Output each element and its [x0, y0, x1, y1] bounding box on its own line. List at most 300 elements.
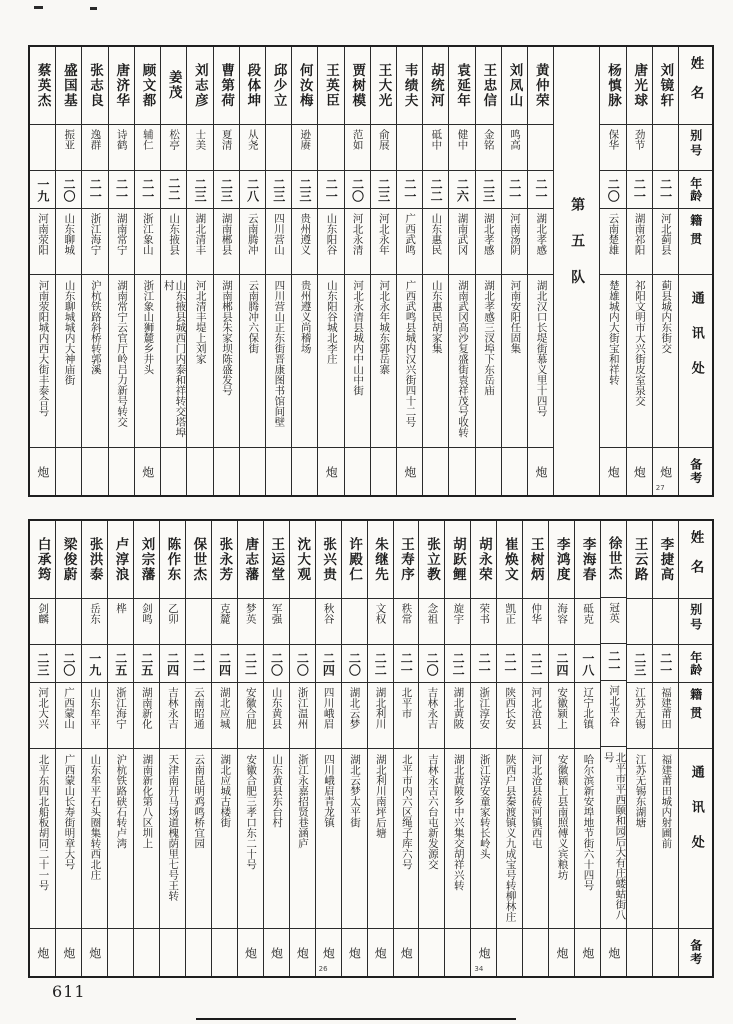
- native-cell: [368, 683, 393, 749]
- person-column: [213, 47, 239, 495]
- page-number: 611: [52, 982, 86, 1001]
- age-cell: [264, 645, 289, 683]
- address-text: 北平东四北船板胡同二十一号: [37, 754, 50, 891]
- age-cell: [318, 171, 343, 209]
- remark-cell: [56, 448, 81, 495]
- alias-cell: [549, 599, 574, 645]
- address-text: 楚雄城内大街宝和祥转: [607, 280, 620, 385]
- remark-cell: [397, 448, 422, 495]
- remark-note: 26: [318, 965, 328, 973]
- native-text: 湖南祁阳: [633, 213, 646, 255]
- scan-artifact-line: [196, 1018, 516, 1020]
- age-text: 二三: [376, 177, 391, 202]
- age-text: 二四: [321, 651, 336, 676]
- address-cell: [238, 749, 263, 929]
- native-cell: [186, 683, 211, 749]
- age-cell: [523, 645, 548, 683]
- address-cell: [575, 749, 600, 929]
- alias-text: 冠英: [608, 602, 621, 624]
- name-cell: [342, 521, 367, 599]
- person-column: [265, 47, 291, 495]
- age-cell: [653, 171, 678, 209]
- remark-cell: [238, 929, 263, 976]
- alias-text: 剑鸣: [140, 603, 153, 624]
- native-cell: [82, 683, 107, 749]
- alias-cell: [653, 599, 678, 645]
- native-cell: [528, 209, 553, 275]
- remark-text: 炮: [243, 946, 258, 959]
- name-cell: [423, 47, 448, 125]
- person-column: [237, 521, 263, 976]
- remark-cell: [368, 929, 393, 976]
- person-column: [341, 521, 367, 976]
- age-cell: [449, 171, 474, 209]
- alias-text: 范如: [351, 129, 364, 150]
- native-cell: [82, 209, 107, 275]
- person-column: [599, 47, 625, 495]
- remark-cell: [108, 929, 133, 976]
- alias-cell: [445, 599, 470, 645]
- age-text: 二四: [217, 651, 232, 676]
- address-text: 沪杭铁路斜桥转郭溪: [89, 280, 102, 375]
- address-text: 浙江淳安童家转长岭头: [478, 754, 491, 859]
- native-cell: [240, 209, 265, 275]
- remark-cell: [187, 448, 212, 495]
- name-text: 胡跃鲤: [449, 536, 466, 583]
- native-text: 福建莆田: [659, 687, 672, 729]
- address-text: 湖南郴县朱家坝陈盛发号: [220, 280, 233, 396]
- age-cell: [108, 645, 133, 683]
- name-text: 刘志彦: [191, 62, 208, 109]
- person-column: [160, 47, 186, 495]
- address-text: 湖北孝感三汊埠下东岳庙: [483, 280, 496, 396]
- native-text: 浙江淳安: [478, 687, 491, 729]
- address-cell: [476, 275, 501, 448]
- name-text: 白承筠: [34, 536, 51, 583]
- native-cell: [627, 683, 652, 749]
- person-column: [652, 521, 678, 976]
- name-cell: [135, 47, 160, 125]
- name-text: 刘镜轩: [657, 62, 674, 109]
- address-text: 河南荥阳城内西大街丰泰合号: [37, 280, 50, 417]
- person-column: [548, 521, 574, 976]
- person-column: [527, 47, 553, 495]
- address-cell: [371, 275, 396, 448]
- remark-cell: [30, 929, 55, 976]
- address-cell: [528, 275, 553, 448]
- native-text: 山东牟平: [89, 687, 101, 729]
- name-cell: [240, 47, 265, 125]
- address-text: 湖北应城古楼街: [219, 754, 232, 828]
- address-cell: [240, 275, 265, 448]
- name-text: 唐志藩: [242, 536, 259, 583]
- name-cell: [318, 47, 343, 125]
- name-cell: [476, 47, 501, 125]
- person-column: [522, 521, 548, 976]
- name-text: 杨慎脉: [604, 62, 621, 109]
- native-text: 籍贯: [688, 214, 703, 252]
- name-text: 王大光: [375, 62, 392, 109]
- age-text: 二二: [166, 177, 181, 202]
- name-cell: [394, 521, 419, 599]
- name-text: 李鸿度: [553, 536, 570, 583]
- age-cell: [160, 645, 185, 683]
- native-cell: [371, 209, 396, 275]
- remark-text: 炮: [533, 465, 548, 478]
- remark-cell: [600, 448, 625, 495]
- name-text: 袁延年: [454, 62, 471, 109]
- native-cell: [600, 209, 625, 275]
- age-text: 二〇: [347, 651, 362, 676]
- address-text: 吉林永吉六台屯新发源交: [426, 754, 439, 870]
- column-headers: [678, 521, 712, 976]
- person-column: [652, 47, 678, 495]
- name-cell: [82, 521, 107, 599]
- native-text: 云南楚雄: [607, 213, 620, 255]
- remark-cell: [292, 448, 317, 495]
- age-text: 二一: [324, 177, 339, 202]
- address-cell: [290, 749, 315, 929]
- alias-text: 保华: [607, 129, 620, 150]
- age-text: 二〇: [425, 651, 440, 676]
- person-column: [159, 521, 185, 976]
- age-text: 二八: [245, 177, 260, 202]
- name-text: 朱继先: [372, 536, 389, 583]
- name-cell: [368, 521, 393, 599]
- person-column: [448, 47, 474, 495]
- age-text: 二一: [658, 651, 673, 676]
- remark-text: 炮: [477, 946, 492, 959]
- address-cell: [368, 749, 393, 929]
- address-cell: [161, 275, 186, 449]
- age-cell: [109, 171, 134, 209]
- native-text: 湖南武冈: [456, 213, 469, 255]
- native-cell: [575, 683, 600, 749]
- name-cell: [56, 521, 81, 599]
- name-text: 李海春: [579, 536, 596, 583]
- native-text: 贵州遵义: [299, 213, 312, 255]
- native-text: 湖北孝感: [535, 213, 548, 255]
- person-column: [185, 521, 211, 976]
- remark-text: 炮: [399, 946, 414, 959]
- remark-text: 炮: [35, 465, 50, 478]
- alias-text: 金铭: [482, 129, 495, 150]
- address-cell: [212, 749, 237, 929]
- alias-text: 别号: [688, 129, 703, 159]
- name-text: 张志良: [87, 62, 104, 109]
- remark-cell: [134, 929, 159, 976]
- alias-cell: [476, 125, 501, 171]
- alias-cell: [187, 125, 212, 171]
- age-cell: [419, 645, 444, 683]
- alias-cell: [160, 599, 185, 645]
- address-cell: [318, 275, 343, 448]
- address-text: 湖北黄陂乡中兴集交胡祥兴转: [452, 754, 465, 891]
- name-cell: [679, 521, 712, 599]
- name-text: 邱少立: [270, 62, 287, 109]
- address-cell: [397, 275, 422, 448]
- alias-text: 桦: [114, 603, 127, 614]
- name-cell: [419, 521, 444, 599]
- name-text: 胡永荣: [475, 536, 492, 583]
- native-cell: [108, 683, 133, 749]
- alias-text: 乙卯: [166, 603, 179, 624]
- age-cell: [471, 645, 496, 683]
- address-cell: [186, 749, 211, 929]
- name-cell: [397, 47, 422, 125]
- native-cell: [134, 683, 159, 749]
- age-cell: [238, 645, 263, 683]
- address-text: 湖北汉口长堤街慕义里十四号: [535, 280, 548, 417]
- address-text: 河南安阳任固集: [509, 280, 522, 354]
- person-column: [239, 47, 265, 495]
- native-cell: [109, 209, 134, 275]
- name-cell: [600, 47, 625, 125]
- address-cell: [56, 749, 81, 929]
- person-column: [108, 47, 134, 495]
- name-cell: [679, 47, 712, 125]
- remark-cell: [449, 448, 474, 495]
- alias-cell: [134, 599, 159, 645]
- age-cell: [82, 645, 107, 683]
- age-text: 二五: [113, 651, 128, 676]
- address-text: 安徽合肥三孝口东二十号: [245, 754, 258, 870]
- name-text: 刘凤山: [506, 62, 523, 109]
- name-cell: [523, 521, 548, 599]
- alias-cell: [397, 125, 422, 171]
- name-cell: [371, 47, 396, 125]
- name-cell: [449, 47, 474, 125]
- alias-cell: [56, 599, 81, 645]
- age-cell: [368, 645, 393, 683]
- native-text: 云南昭通: [192, 687, 205, 729]
- name-cell: [160, 521, 185, 599]
- address-text: 湖南武冈高沙复盛街袁祥茂号收转: [456, 280, 469, 438]
- alias-text: 岳东: [89, 603, 101, 624]
- age-text: 二三: [632, 651, 647, 676]
- native-cell: [292, 209, 317, 275]
- person-column: [496, 521, 522, 976]
- age-cell: [345, 171, 370, 209]
- person-column: [317, 47, 343, 495]
- address-text: 北平市内六区绳子库六号: [400, 754, 413, 870]
- alias-cell: [82, 125, 107, 171]
- age-cell: [445, 645, 470, 683]
- age-cell: [627, 645, 652, 683]
- remark-cell: [423, 448, 448, 495]
- address-cell: [627, 275, 652, 448]
- native-cell: [627, 209, 652, 275]
- remark-cell: [318, 448, 343, 495]
- person-column: [475, 47, 501, 495]
- person-column: [574, 521, 600, 976]
- remark-cell: [316, 929, 341, 976]
- age-text: 二一: [114, 177, 129, 202]
- remark-text: 炮: [140, 465, 155, 478]
- age-text: 年龄: [688, 176, 703, 203]
- person-column: [418, 521, 444, 976]
- person-column: [133, 521, 159, 976]
- person-column: [470, 521, 496, 976]
- address-text: 山东黄县东台村: [271, 754, 284, 828]
- native-text: 浙江海宁: [114, 687, 127, 729]
- alias-text: 俞展: [377, 129, 390, 150]
- name-cell: [212, 521, 237, 599]
- name-cell: [653, 47, 678, 125]
- alias-text: 秩常: [400, 603, 413, 624]
- native-text: 江苏无锡: [634, 687, 647, 729]
- age-cell: [476, 171, 501, 209]
- person-column: [396, 47, 422, 495]
- native-cell: [212, 683, 237, 749]
- native-cell: [342, 683, 367, 749]
- alias-cell: [371, 125, 396, 171]
- native-text: 湖南新化: [140, 687, 153, 729]
- address-cell: [653, 275, 678, 448]
- age-cell: [575, 645, 600, 683]
- age-text: 二〇: [295, 651, 310, 676]
- address-text: 山东掖县城西门内泰和祥转交塔埠村: [162, 279, 187, 438]
- alias-cell: [108, 599, 133, 645]
- person-column: [81, 521, 107, 976]
- native-text: 云南腾冲: [246, 213, 259, 255]
- address-text: 湖南新化第八区圳上: [141, 754, 154, 849]
- native-text: 籍贯: [688, 688, 703, 726]
- remark-cell: [345, 448, 370, 495]
- address-cell: [471, 749, 496, 929]
- native-cell: [653, 209, 678, 275]
- alias-text: 文权: [374, 603, 387, 624]
- name-text: 蔡英杰: [34, 62, 51, 109]
- person-column: [444, 521, 470, 976]
- alias-cell: [575, 599, 600, 645]
- address-cell: [523, 749, 548, 929]
- name-text: 李捷高: [657, 536, 674, 583]
- native-cell: [423, 209, 448, 275]
- native-text: 山东阳谷: [325, 213, 338, 255]
- address-cell: [134, 749, 159, 929]
- roster-table-top: [28, 45, 714, 497]
- alias-cell: [212, 599, 237, 645]
- alias-text: 克麓: [218, 603, 231, 624]
- native-cell: [549, 683, 574, 749]
- name-text: 王英臣: [323, 62, 339, 109]
- alias-cell: [318, 125, 343, 171]
- remark-cell: [161, 448, 186, 495]
- address-cell: [266, 275, 291, 448]
- address-cell: [160, 749, 185, 929]
- age-cell: [30, 645, 55, 683]
- person-column: [626, 47, 652, 495]
- remark-cell: [679, 448, 712, 495]
- native-cell: [290, 683, 315, 749]
- native-text: 浙江温州: [296, 687, 309, 729]
- native-text: 山东黄县: [270, 687, 283, 729]
- person-column: [367, 521, 393, 976]
- name-text: 许殿仁: [346, 536, 363, 583]
- native-text: 吉林永吉: [426, 687, 439, 729]
- alias-cell: [449, 125, 474, 171]
- native-cell: [502, 209, 527, 275]
- age-cell: [56, 645, 81, 683]
- address-cell: [679, 275, 712, 448]
- age-text: 二〇: [269, 651, 284, 676]
- native-cell: [449, 209, 474, 275]
- remark-cell: [653, 448, 678, 495]
- alias-text: 松亭: [168, 128, 181, 150]
- remark-cell: [82, 448, 107, 495]
- person-column: [626, 521, 652, 976]
- remark-cell: [627, 448, 652, 495]
- address-cell: [653, 749, 678, 929]
- alias-cell: [240, 125, 265, 171]
- remark-cell: [394, 929, 419, 976]
- address-cell: [82, 749, 107, 929]
- remark-cell: [653, 929, 678, 976]
- name-cell: [316, 521, 341, 599]
- person-column: [30, 47, 55, 495]
- name-cell: [549, 521, 574, 599]
- age-text: 二二: [373, 651, 388, 676]
- name-cell: [264, 521, 289, 599]
- native-text: 浙江象山: [141, 213, 154, 255]
- native-cell: [679, 209, 712, 275]
- address-cell: [394, 749, 419, 929]
- age-cell: [627, 171, 652, 209]
- native-cell: [419, 683, 444, 749]
- native-text: 河北沧县: [530, 687, 543, 729]
- age-cell: [161, 171, 186, 209]
- address-text: 河北沧县砖河镇西屯: [530, 754, 543, 849]
- alias-cell: [394, 599, 419, 645]
- alias-cell: [30, 125, 55, 171]
- alias-cell: [109, 125, 134, 171]
- age-cell: [397, 171, 422, 209]
- remark-cell: [528, 448, 553, 495]
- age-text: 二〇: [606, 177, 621, 202]
- address-cell: [502, 275, 527, 448]
- name-cell: [445, 521, 470, 599]
- address-text: 蓟县城内东街交: [660, 280, 673, 354]
- age-text: 二二: [528, 651, 543, 676]
- alias-text: 砥中: [430, 129, 443, 150]
- name-cell: [345, 47, 370, 125]
- remark-text: 炮: [321, 946, 336, 959]
- alias-cell: [238, 599, 263, 645]
- name-cell: [266, 47, 291, 125]
- address-text: 广西蒙山长寿街明章大号: [63, 754, 76, 870]
- name-text: 刘宗藩: [138, 536, 155, 583]
- alias-text: 秋谷: [322, 603, 335, 624]
- alias-text: 剑麟: [37, 603, 50, 624]
- remark-text: 备考: [688, 458, 703, 485]
- remark-text: 炮: [373, 946, 388, 959]
- alias-text: 逸群: [89, 129, 102, 150]
- name-text: 崔焕文: [501, 536, 518, 583]
- alias-text: 念祖: [426, 603, 439, 624]
- alias-cell: [82, 599, 107, 645]
- native-text: 河北蓟县: [659, 213, 672, 255]
- name-text: 张洪泰: [86, 536, 103, 583]
- person-column: [289, 521, 315, 976]
- alias-cell: [679, 599, 712, 645]
- person-column: [81, 47, 107, 495]
- age-text: 二一: [503, 651, 518, 676]
- age-text: 二一: [632, 177, 647, 202]
- remark-cell: [240, 448, 265, 495]
- address-cell: [82, 275, 107, 448]
- remark-text: 炮: [658, 465, 673, 478]
